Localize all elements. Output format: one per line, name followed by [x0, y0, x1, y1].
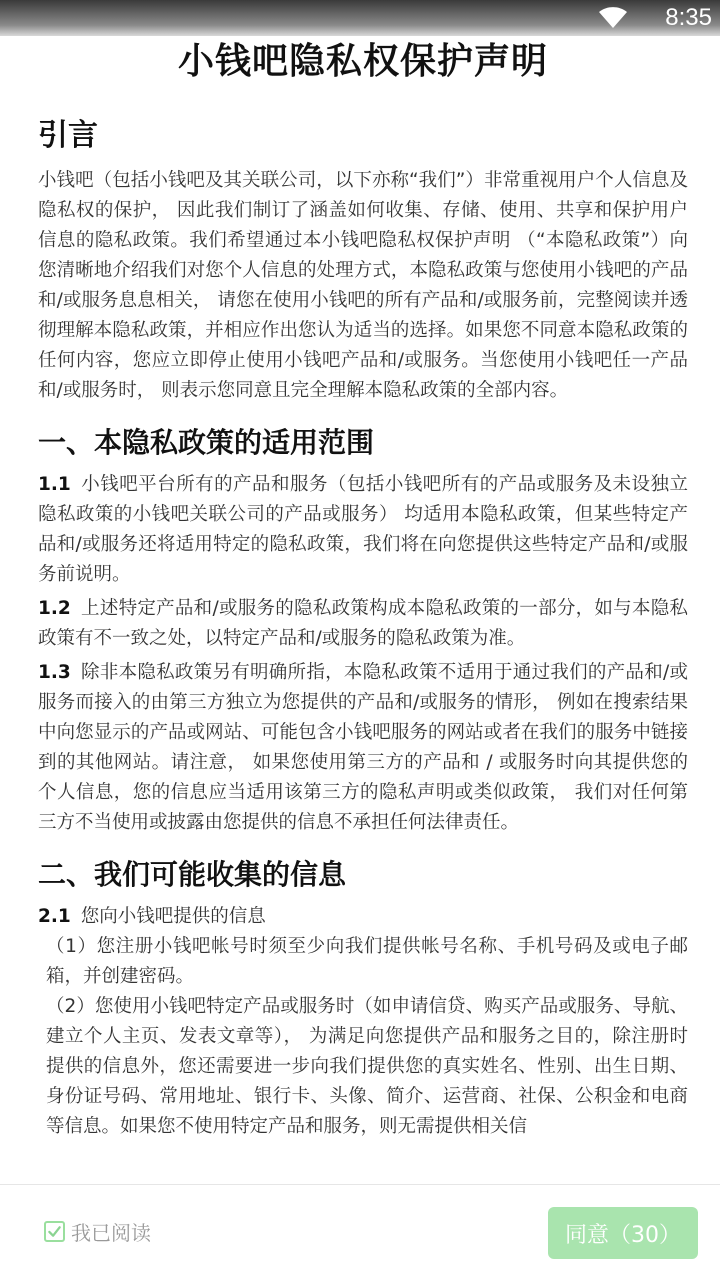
read-checkbox[interactable]: [44, 1217, 151, 1245]
policy-content[interactable]: [38, 36, 688, 1184]
section-1-heading: 一、本隐私政策的适用范围: [38, 426, 375, 459]
clause-1-1: [38, 470, 688, 590]
clause-number: 1.1: [38, 474, 71, 495]
read-label: 我已阅读: [71, 1220, 151, 1245]
clause-text: 上述特定产品和/或服务的隐私政策构成本隐私政策的一部分，如与本隐私政策有不一致之处，以特定产品和/或服务的隐私政策为准。: [38, 598, 688, 649]
status-time: 8:35: [665, 4, 712, 31]
clause-number: 1.3: [38, 662, 71, 683]
clause-text: 小钱吧平台所有的产品和服务（包括小钱吧所有的产品或服务及未设独立隐私政策的小钱吧关联公司的产品或服务） 均适用本隐私政策，但某些特定产品和/或服务还将适用特定的隐私政策，我们将在向您提供这些特定产品和/或服务前说明。: [38, 474, 688, 585]
clause-2-1-sub-2: （2）您使用小钱吧特定产品或服务时（如申请信贷、购买产品或服务、导航、建立个人主页、发表文章等）， 为满足向您提供产品和服务之目的，除注册时提供的信息外，您还需要进一步向我们提供您的真实姓名、性别、出生日期、身份证号码、常用地址、银行卡、头像、简介、运营商、社保、公积金和电商等信息。如果您不使用特定产品和服务，则无需提供相关信: [46, 996, 688, 1137]
page-title: 小钱吧隐私权保护声明: [177, 41, 548, 82]
clause-2-1: [38, 902, 688, 932]
section-2-heading: 二、我们可能收集的信息: [38, 858, 347, 891]
checkbox-icon[interactable]: [44, 1221, 65, 1242]
wifi-icon: [598, 7, 628, 29]
clause-2-1-sub-1: （1）您注册小钱吧帐号时须至少向我们提供帐号名称、手机号码及或电子邮箱，并创建密码。: [46, 936, 688, 987]
intro-heading: 引言: [38, 118, 98, 153]
clause-text: 除非本隐私政策另有明确所指，本隐私政策不适用于通过我们的产品和/或服务而接入的由第三方独立为您提供的产品和/或服务的情形， 例如在搜索结果中向您显示的产品或网站、可能包含小钱吧服务的网站或者在我们的服务中链接到的其他网站。请注意， 如果您使用第三方的产品和 / 或服务时向其提供您的个人信息，您的信息应当适用该第三方的隐私声明或类似政策， 我们对任何第三方不当使用或披露由您提供的信息不承担任何法律责任。: [38, 662, 688, 833]
intro-paragraph: 小钱吧（包括小钱吧及其关联公司，以下亦称“我们”）非常重视用户个人信息及隐私权的保护， 因此我们制订了涵盖如何收集、存储、使用、共享和保护用户信息的隐私政策。我们希望通过本小钱吧隐私权保护声明 （“本隐私政策”）向您清晰地介绍我们对您个人信息的处理方式，本隐私政策与您使用小钱吧的产品和/或服务息息相关， 请您在使用小钱吧的所有产品和/或服务前，完整阅读并透彻理解本隐私政策，并相应作出您认为适当的选择。如果您不同意本隐私政策的任何内容，您应立即停止使用小钱吧产品和/或服务。当您使用小钱吧任一产品和/或服务时， 则表示您同意且完全理解本隐私政策的全部内容。: [38, 170, 688, 401]
clause-number: 2.1: [38, 906, 71, 927]
clause-text: 您向小钱吧提供的信息: [80, 906, 266, 927]
checkmark-icon: [47, 1224, 62, 1239]
bottom-action-bar: [0, 1184, 720, 1280]
status-bar: [0, 0, 720, 36]
agree-button[interactable]: 同意（30）: [548, 1207, 698, 1259]
clause-1-3: [38, 658, 688, 838]
clause-1-2: [38, 594, 688, 654]
clause-number: 1.2: [38, 598, 71, 619]
